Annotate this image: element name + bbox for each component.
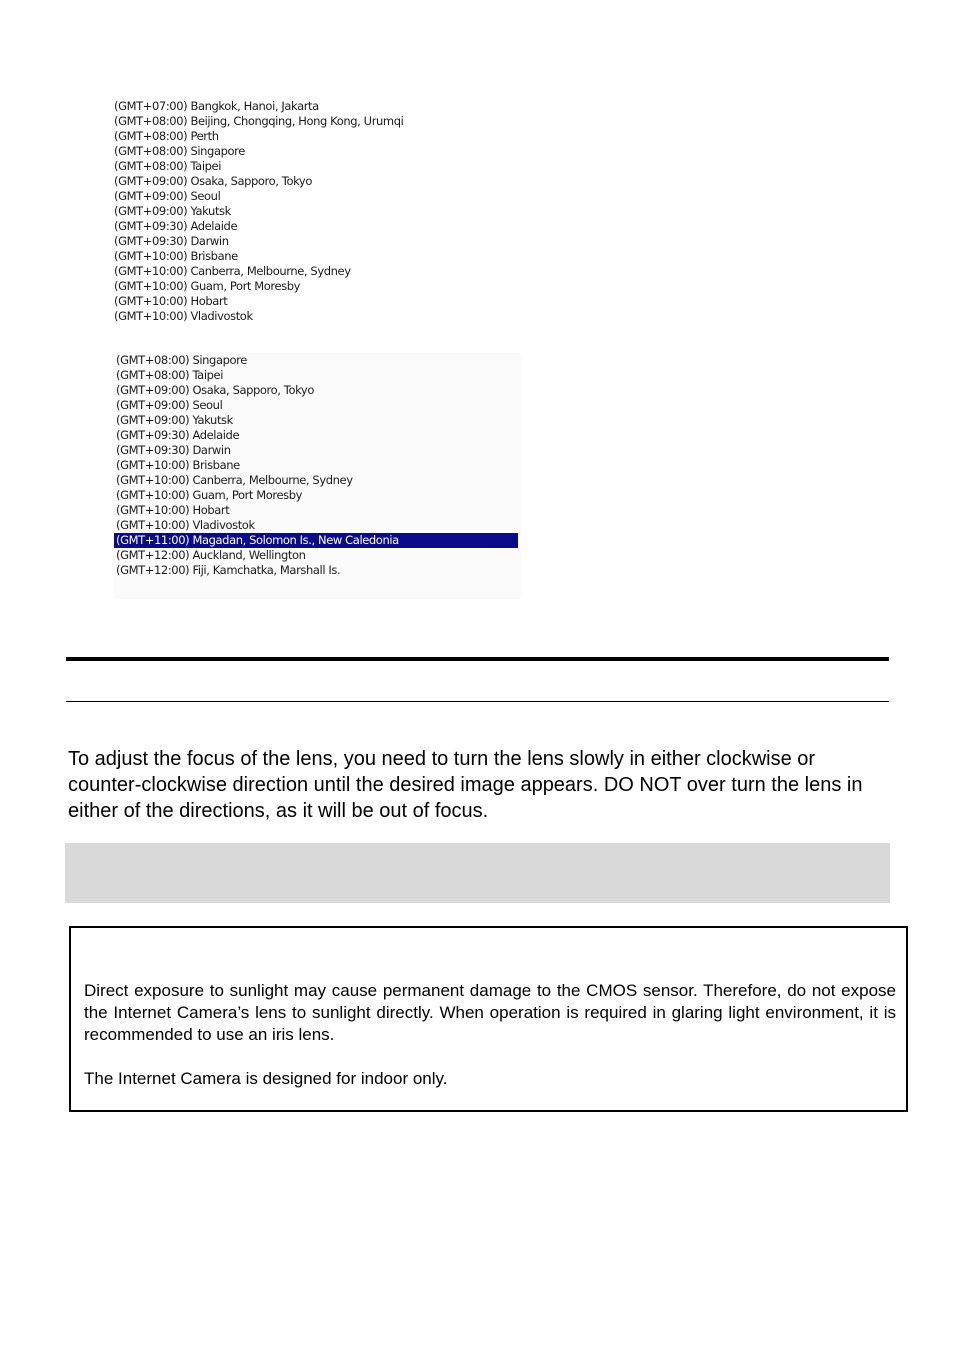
section-divider-thin <box>66 701 889 702</box>
timezone-option[interactable]: (GMT+10:00) Canberra, Melbourne, Sydney <box>114 264 351 278</box>
timezone-option[interactable]: (GMT+09:30) Adelaide <box>114 219 238 233</box>
timezone-option[interactable]: (GMT+10:00) Brisbane <box>114 249 238 263</box>
timezone-option[interactable]: (GMT+10:00) Guam, Port Moresby <box>114 279 301 293</box>
note-paragraph-indoor: The Internet Camera is designed for indoor only. <box>84 1069 448 1088</box>
timezone-option[interactable]: (GMT+09:30) Adelaide <box>116 428 240 442</box>
timezone-option[interactable]: (GMT+10:00) Hobart <box>116 503 230 517</box>
timezone-option[interactable]: (GMT+10:00) Guam, Port Moresby <box>116 488 303 502</box>
timezone-option[interactable]: (GMT+08:00) Singapore <box>114 144 245 158</box>
shaded-band <box>65 843 890 903</box>
timezone-list-1[interactable] <box>112 99 412 327</box>
timezone-option[interactable]: (GMT+07:00) Bangkok, Hanoi, Jakarta <box>114 99 319 113</box>
timezone-option[interactable]: (GMT+10:00) Vladivostok <box>114 309 253 323</box>
note-box <box>69 926 908 1112</box>
timezone-option[interactable]: (GMT+10:00) Hobart <box>114 294 228 308</box>
timezone-option[interactable]: (GMT+08:00) Taipei <box>114 159 221 173</box>
timezone-option[interactable]: (GMT+09:00) Osaka, Sapporo, Tokyo <box>114 174 312 188</box>
timezone-option[interactable]: (GMT+10:00) Vladivostok <box>116 518 255 532</box>
timezone-option[interactable]: (GMT+12:00) Fiji, Kamchatka, Marshall Is. <box>116 563 341 577</box>
timezone-option[interactable]: (GMT+09:00) Seoul <box>116 398 223 412</box>
timezone-option[interactable]: (GMT+10:00) Canberra, Melbourne, Sydney <box>116 473 353 487</box>
section-divider-thick <box>66 657 889 661</box>
note-paragraph-sunlight: Direct exposure to sunlight may cause permanent damage to the CMOS sensor. Therefore, do not expose the Internet Camera’s lens to sunlight directly. When operation is required in glaring light environment, it is recommended to use an iris lens. <box>84 981 896 1044</box>
timezone-list-2[interactable] <box>114 353 522 599</box>
timezone-option[interactable]: (GMT+09:00) Yakutsk <box>114 204 231 218</box>
timezone-option[interactable]: (GMT+08:00) Beijing, Chongqing, Hong Kong, Urumqi <box>114 114 404 128</box>
timezone-option[interactable]: (GMT+09:00) Osaka, Sapporo, Tokyo <box>116 383 314 397</box>
timezone-option[interactable]: (GMT+08:00) Perth <box>114 129 219 143</box>
focus-adjust-paragraph: To adjust the focus of the lens, you need to turn the lens slowly in either clockwise or counter-clockwise direction until the desired image appears. DO NOT over turn the lens in either of the directions, as it will be out of focus. <box>68 748 863 822</box>
timezone-option[interactable]: (GMT+08:00) Taipei <box>116 368 223 382</box>
timezone-option[interactable]: (GMT+09:00) Seoul <box>114 189 221 203</box>
timezone-option[interactable]: (GMT+08:00) Singapore <box>116 353 247 367</box>
timezone-option-selected[interactable]: (GMT+11:00) Magadan, Solomon Is., New Caledonia <box>114 533 518 548</box>
timezone-option[interactable]: (GMT+09:30) Darwin <box>114 234 229 248</box>
timezone-option[interactable]: (GMT+09:00) Yakutsk <box>116 413 233 427</box>
timezone-option[interactable]: (GMT+12:00) Auckland, Wellington <box>116 548 306 562</box>
timezone-option[interactable]: (GMT+10:00) Brisbane <box>116 458 240 472</box>
timezone-option[interactable]: (GMT+09:30) Darwin <box>116 443 231 457</box>
